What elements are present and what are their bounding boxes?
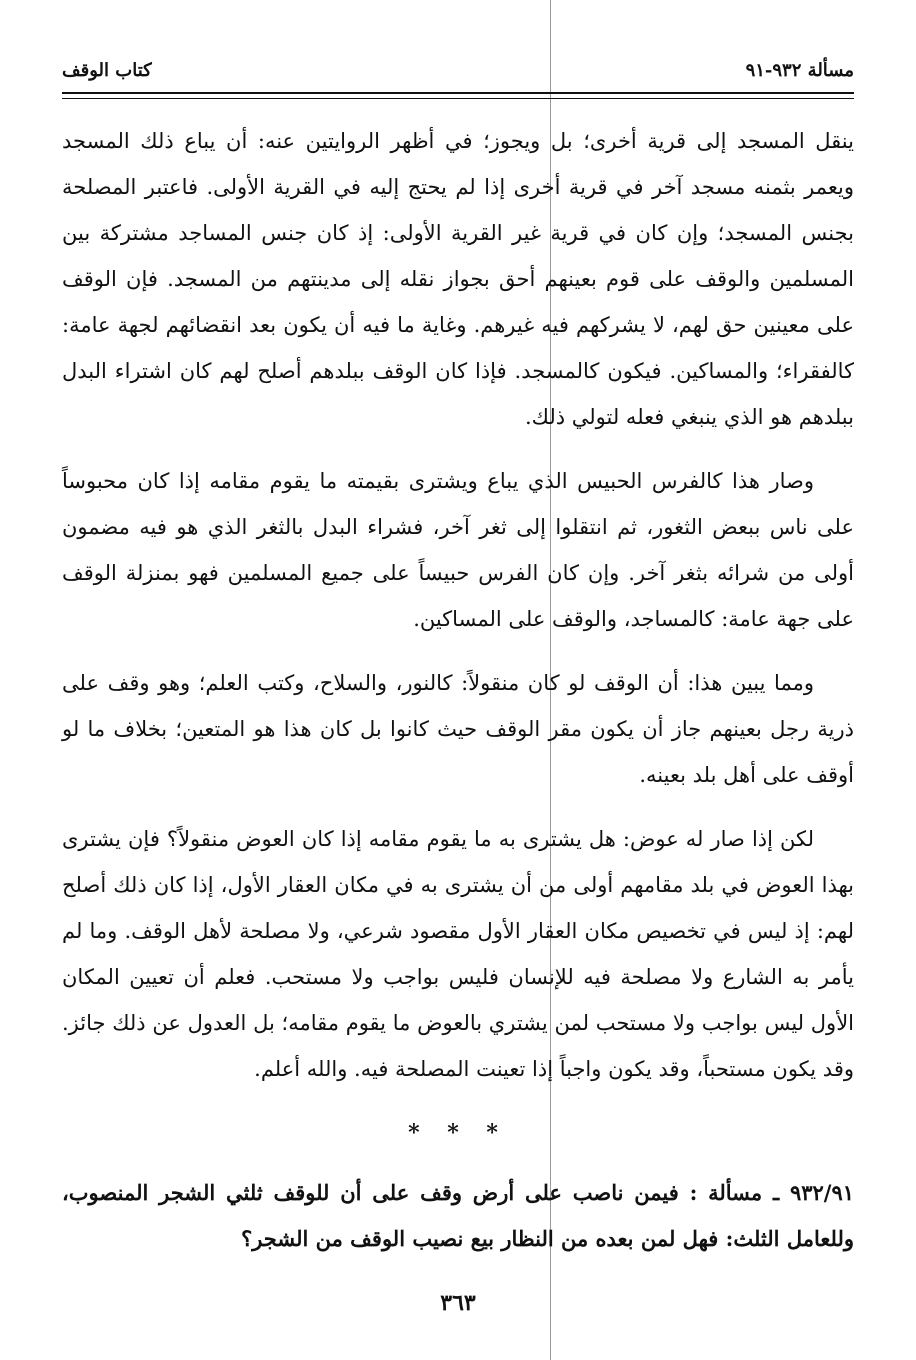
header-rule-thick bbox=[62, 92, 854, 94]
issue-number: مسألة ٩٣٢-٩١ bbox=[745, 60, 854, 81]
header-rule-thin bbox=[62, 98, 854, 99]
paragraph-4: لكن إذا صار له عوض: هل يشترى به ما يقوم مقامه إذا كان العوض منقولاً؟ فإن يشترى بهذا العوض في بلد مقامهم أولى من أن يشترى به في مكان العقار الأول، إذا كان ذلك أصلح لهم: إذ ليس في تخصيص مكان العقار الأول مقصود شرعي، ولا مصلحة لأهل الوقف. وما لم يأمر به الشارع ولا مصلحة فيه للإنسان فليس بواجب ولا مستحب. فعلم أن تعيين المكان الأول ليس بواجب ولا مستحب لمن يشتري بالعوض ما يقوم مقامه؛ بل العدول عن ذلك جائز. وقد يكون مستحباً، وقد يكون واجباً إذا تعينت المصلحة فيه. والله أعلم. bbox=[62, 827, 854, 1081]
page-body bbox=[62, 118, 854, 1262]
book-title: كتاب الوقف bbox=[62, 60, 152, 81]
paragraph-3: ومما يبين هذا: أن الوقف لو كان منقولاً: كالنور، والسلاح، وكتب العلم؛ وهو وقف على ذرية رجل بعينهم جاز أن يكون مقر الوقف حيث كانوا بل كان هذا هو المتعين؛ بخلاف ما لو أوقف على أهل بلد بعينه. bbox=[62, 671, 854, 787]
question-text: فيمن ناصب على أرض وقف على أن للوقف ثلثي الشجر المنصوب، وللعامل الثلث: فهل لمن بعده من النظار بيع نصيب الوقف من الشجر؟ bbox=[62, 1180, 854, 1251]
question-block bbox=[62, 1170, 854, 1262]
page-number: ٣٦٣ bbox=[440, 1290, 476, 1316]
paragraph-1: ينقل المسجد إلى قرية أخرى؛ بل ويجوز؛ في أظهر الروايتين عنه: أن يباع ذلك المسجد ويعمر بثمنه مسجد آخر في قرية أخرى إذا لم يحتج إليه في القرية الأولى. فاعتبر المصلحة بجنس المسجد؛ وإن كان في قرية غير القرية الأولى: إذ كان جنس المساجد مشتركة بين المسلمين والوقف على قوم بعينهم أحق بجواز نقله إلى مدينتهم من المسجد. فإن الوقف على معينين حق لهم، لا يشركهم فيه غيرهم. وغاية ما فيه أن يكون بعد انقضائهم لجهة عامة: كالفقراء؛ والمساكين. فيكون كالمسجد. فإذا كان الوقف ببلدهم أصلح لهم كان اشتراء البدل ببلدهم هو الذي ينبغي فعله لتولي ذلك. bbox=[62, 129, 854, 429]
paragraph-2: وصار هذا كالفرس الحبيس الذي يباع ويشترى بقيمته ما يقوم مقامه إذا كان محبوساً على ناس ببعض الثغور، ثم انتقلوا إلى ثغر آخر، فشراء البدل بالثغر الذي هو فيه مضمون أولى من شرائه بثغر آخر. وإن كان الفرس حبيساً على جميع المسلمين فهو بمنزلة الوقف على جهة عامة: كالمساجد، والوقف على المساكين. bbox=[62, 469, 854, 631]
section-separator: * * * bbox=[408, 1120, 508, 1146]
running-header bbox=[62, 60, 854, 90]
question-number: ٩٣٢/٩١ ـ مسألة : bbox=[689, 1180, 855, 1205]
